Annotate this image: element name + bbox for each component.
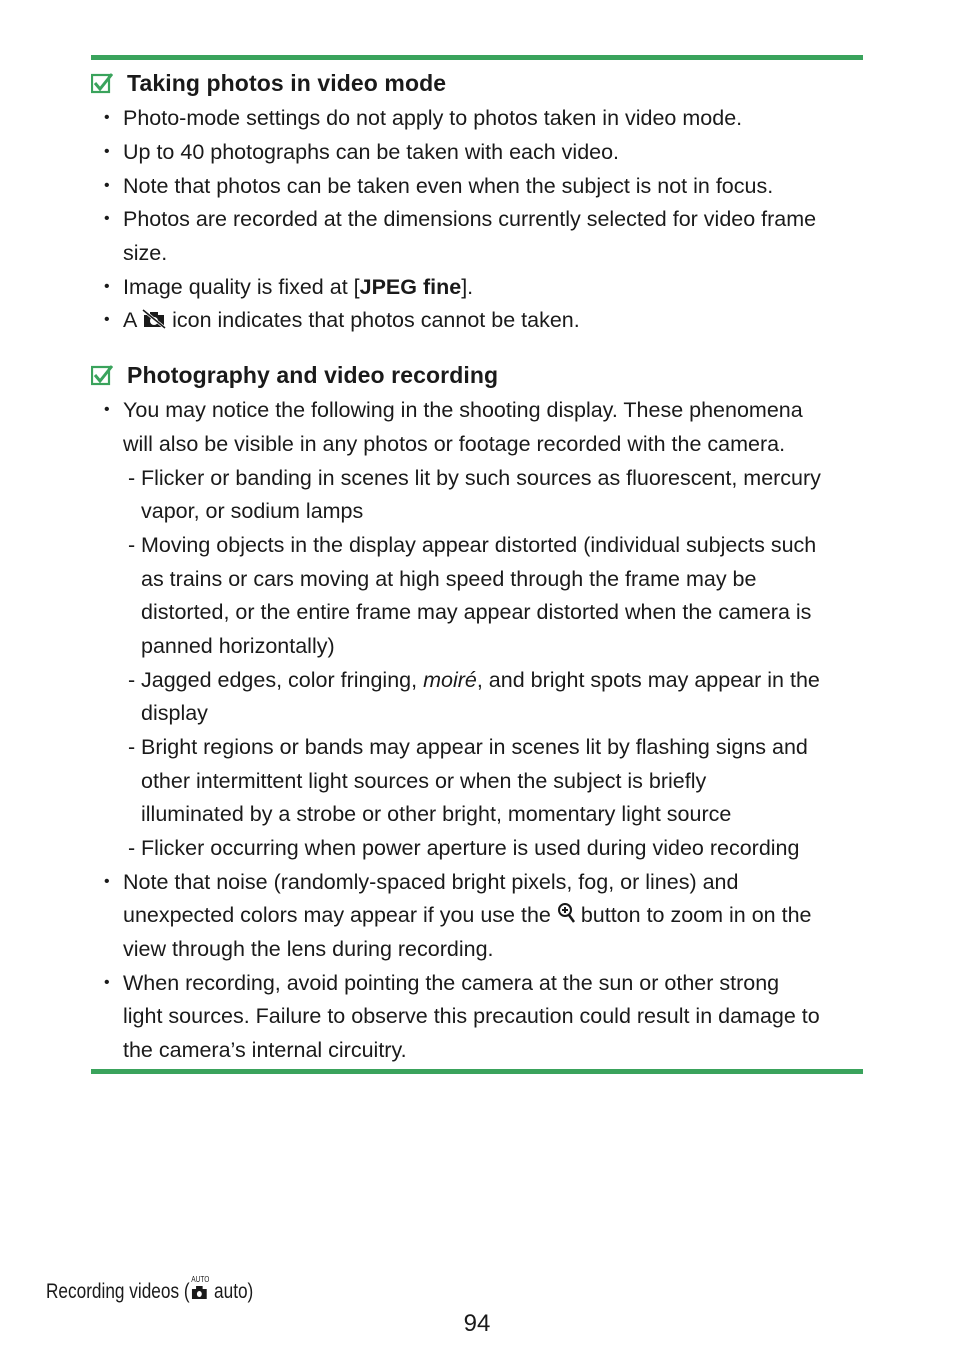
bottom-divider: [91, 1069, 863, 1074]
bullet-item: Note that noise (randomly-spaced bright pixels, fog, or lines) and: [123, 870, 739, 894]
bullet-item: Up to 40 photographs can be taken with each video.: [123, 140, 620, 164]
bullet-item-continued: light sources. Failure to observe this precaution could result in damage to: [123, 1004, 820, 1028]
bullet-item: A icon indicates that photos cannot be taken.: [123, 308, 580, 332]
bullet-item: Note that photos can be taken even when the subject is not in focus.: [123, 174, 774, 198]
page-number: 94: [463, 1310, 491, 1337]
sub-item-continued: vapor, or sodium lamps: [141, 499, 364, 523]
sub-item-continued: as trains or cars moving at high speed through the frame may be: [141, 567, 757, 591]
sub-item-continued: other intermittent light sources or when the subject is briefly: [141, 769, 707, 793]
check-box-icon: [91, 364, 113, 386]
sub-item-continued: distorted, or the entire frame may appear distorted when the camera is: [141, 600, 812, 624]
bullet-item: Photo-mode settings do not apply to photos taken in video mode.: [123, 106, 743, 130]
sub-item: Flicker occurring when power aperture is used during video recording: [141, 836, 800, 860]
section-title: Photography and video recording: [127, 361, 499, 388]
sub-item-continued: illuminated by a strobe or other bright, momentary light source: [141, 802, 732, 826]
sub-item: Moving objects in the display appear distorted (individual subjects such: [141, 533, 817, 557]
sub-item: Bright regions or bands may appear in scenes lit by flashing signs and: [141, 735, 808, 759]
bullet-item-continued: size.: [123, 241, 168, 265]
sub-item-continued: display: [141, 701, 208, 725]
sub-item-continued: panned horizontally): [141, 634, 335, 658]
footer-section-link[interactable]: Recording videos ( AUTO auto): [46, 1275, 254, 1303]
bullet-item-continued: the camera’s internal circuitry.: [123, 1038, 407, 1062]
sub-item: Jagged edges, color fringing, moiré, and bright spots may appear in the: [141, 668, 820, 692]
section-heading: [91, 360, 498, 390]
bullet-item: Image quality is fixed at [JPEG fine].: [123, 275, 474, 299]
section-title: Taking photos in video mode: [127, 69, 447, 96]
bullet-item-continued: view through the lens during recording.: [123, 937, 494, 961]
sub-item: Flicker or banding in scenes lit by such sources as fluorescent, mercury: [141, 466, 821, 490]
top-divider: [91, 55, 863, 60]
bullet-item: You may notice the following in the shooting display. These phenomena: [123, 398, 803, 422]
bullet-item: When recording, avoid pointing the camera at the sun or other strong: [123, 971, 780, 995]
check-box-icon: [91, 72, 113, 94]
zoom-in-icon: [557, 902, 575, 924]
no-photo-camera-icon: [142, 309, 166, 329]
bullet-item: Photos are recorded at the dimensions currently selected for video frame: [123, 207, 817, 231]
bullet-item-continued: will also be visible in any photos or footage recorded with the camera.: [123, 432, 786, 456]
auto-camera-icon: AUTO: [190, 1277, 210, 1301]
bullet-item-continued: unexpected colors may appear if you use the button to zoom in on the: [123, 903, 812, 927]
section-heading: [91, 68, 446, 98]
